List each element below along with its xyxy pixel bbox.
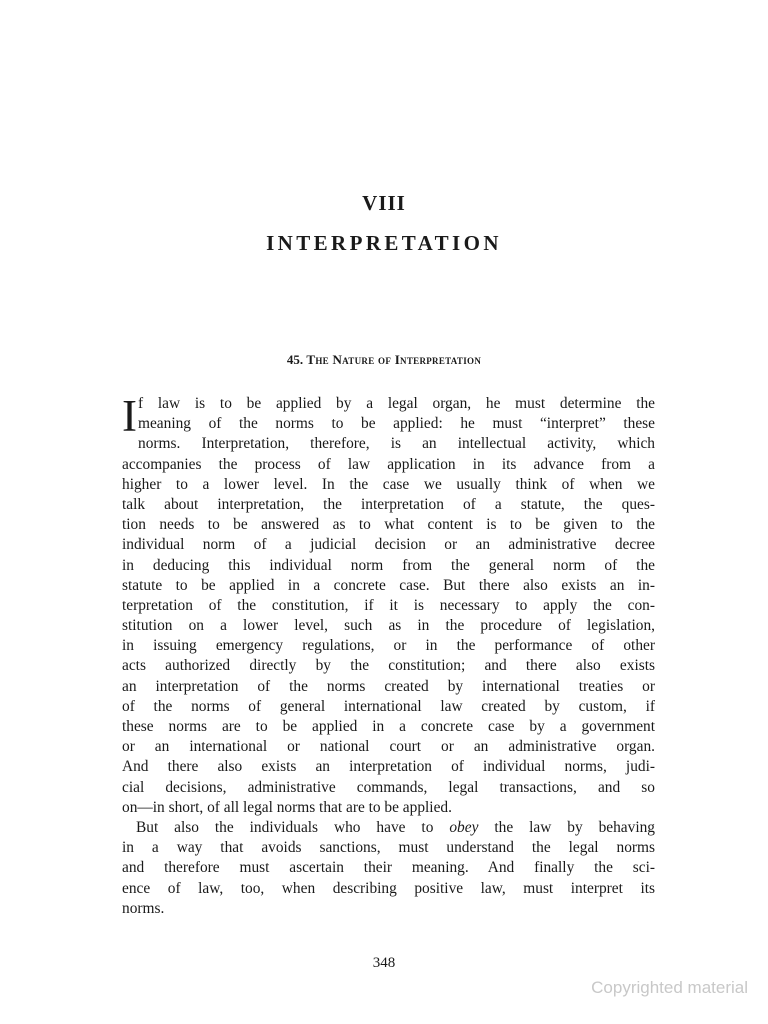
text-line: an interpretation of the norms created by international treaties or (122, 677, 655, 695)
emphasis-word: obey (449, 818, 479, 836)
text-line (122, 818, 655, 838)
text-line: of the norms of general international law created by custom, if (122, 697, 655, 715)
section-number: 45. (286, 352, 304, 367)
text-line: or an international or national court or an administrative organ. (122, 738, 655, 756)
paragraph-2 (122, 818, 655, 919)
text-line: f law is to be applied by a legal organ, he must determine the (138, 395, 655, 412)
body-text (122, 391, 655, 919)
text-line: higher to a lower level. In the case we usually think of when we (122, 475, 655, 493)
text-line: acts authorized directly by the constitution; and there also exists (122, 657, 655, 675)
text-line: ence of law, too, when describing positive law, must interpret its (122, 879, 655, 897)
section-heading (0, 352, 768, 368)
paragraph-1 (122, 391, 655, 818)
text-line: tion needs to be answered as to what content is to be given to the (122, 516, 655, 534)
text-line: and therefore must ascertain their meaning. And finally the sci- (122, 859, 655, 877)
text-line: these norms are to be applied in a concrete case by a government (122, 718, 655, 735)
text-line: in a way that avoids sanctions, must understand the legal norms (122, 839, 655, 857)
text-line: And there also exists an interpretation of individual norms, judi- (122, 758, 655, 776)
text-segment: But also the individuals who have to (136, 818, 450, 836)
text-line: in deducing this individual norm from the general norm of the (122, 556, 655, 574)
drop-cap: I (122, 391, 137, 441)
text-line: terpretation of the constitution, if it is necessary to apply the con- (122, 596, 655, 614)
text-line: talk about interpretation, the interpretation of a statute, the ques- (122, 495, 655, 513)
text-line: on—in short, of all legal norms that are to be applied. (122, 798, 452, 816)
text-line: cial decisions, administrative commands, legal transactions, and so (122, 778, 655, 796)
text-line: in issuing emergency regulations, or in the performance of other (122, 637, 655, 655)
text-line: stitution on a lower level, such as in the procedure of legislation, (122, 617, 655, 635)
text-line: meaning of the norms to be applied: he must “interpret” these (138, 415, 655, 433)
text-line: norms. (122, 899, 165, 917)
text-segment: the law by behaving (478, 818, 655, 836)
section-title: The Nature of Interpretation (306, 352, 482, 367)
chapter-title: INTERPRETATION (266, 231, 502, 255)
text-line: accompanies the process of law application in its advance from a (122, 455, 655, 473)
page-number: 348 (372, 955, 396, 971)
chapter-number: VIII (362, 191, 406, 215)
text-line: norms. Interpretation, therefore, is an intellectual activity, which (138, 435, 655, 453)
copyright-watermark: Copyrighted material (591, 978, 748, 997)
text-line: individual norm of a judicial decision or an administrative decree (122, 536, 655, 554)
text-line: statute to be applied in a concrete case. But there also exists an in- (122, 576, 655, 594)
